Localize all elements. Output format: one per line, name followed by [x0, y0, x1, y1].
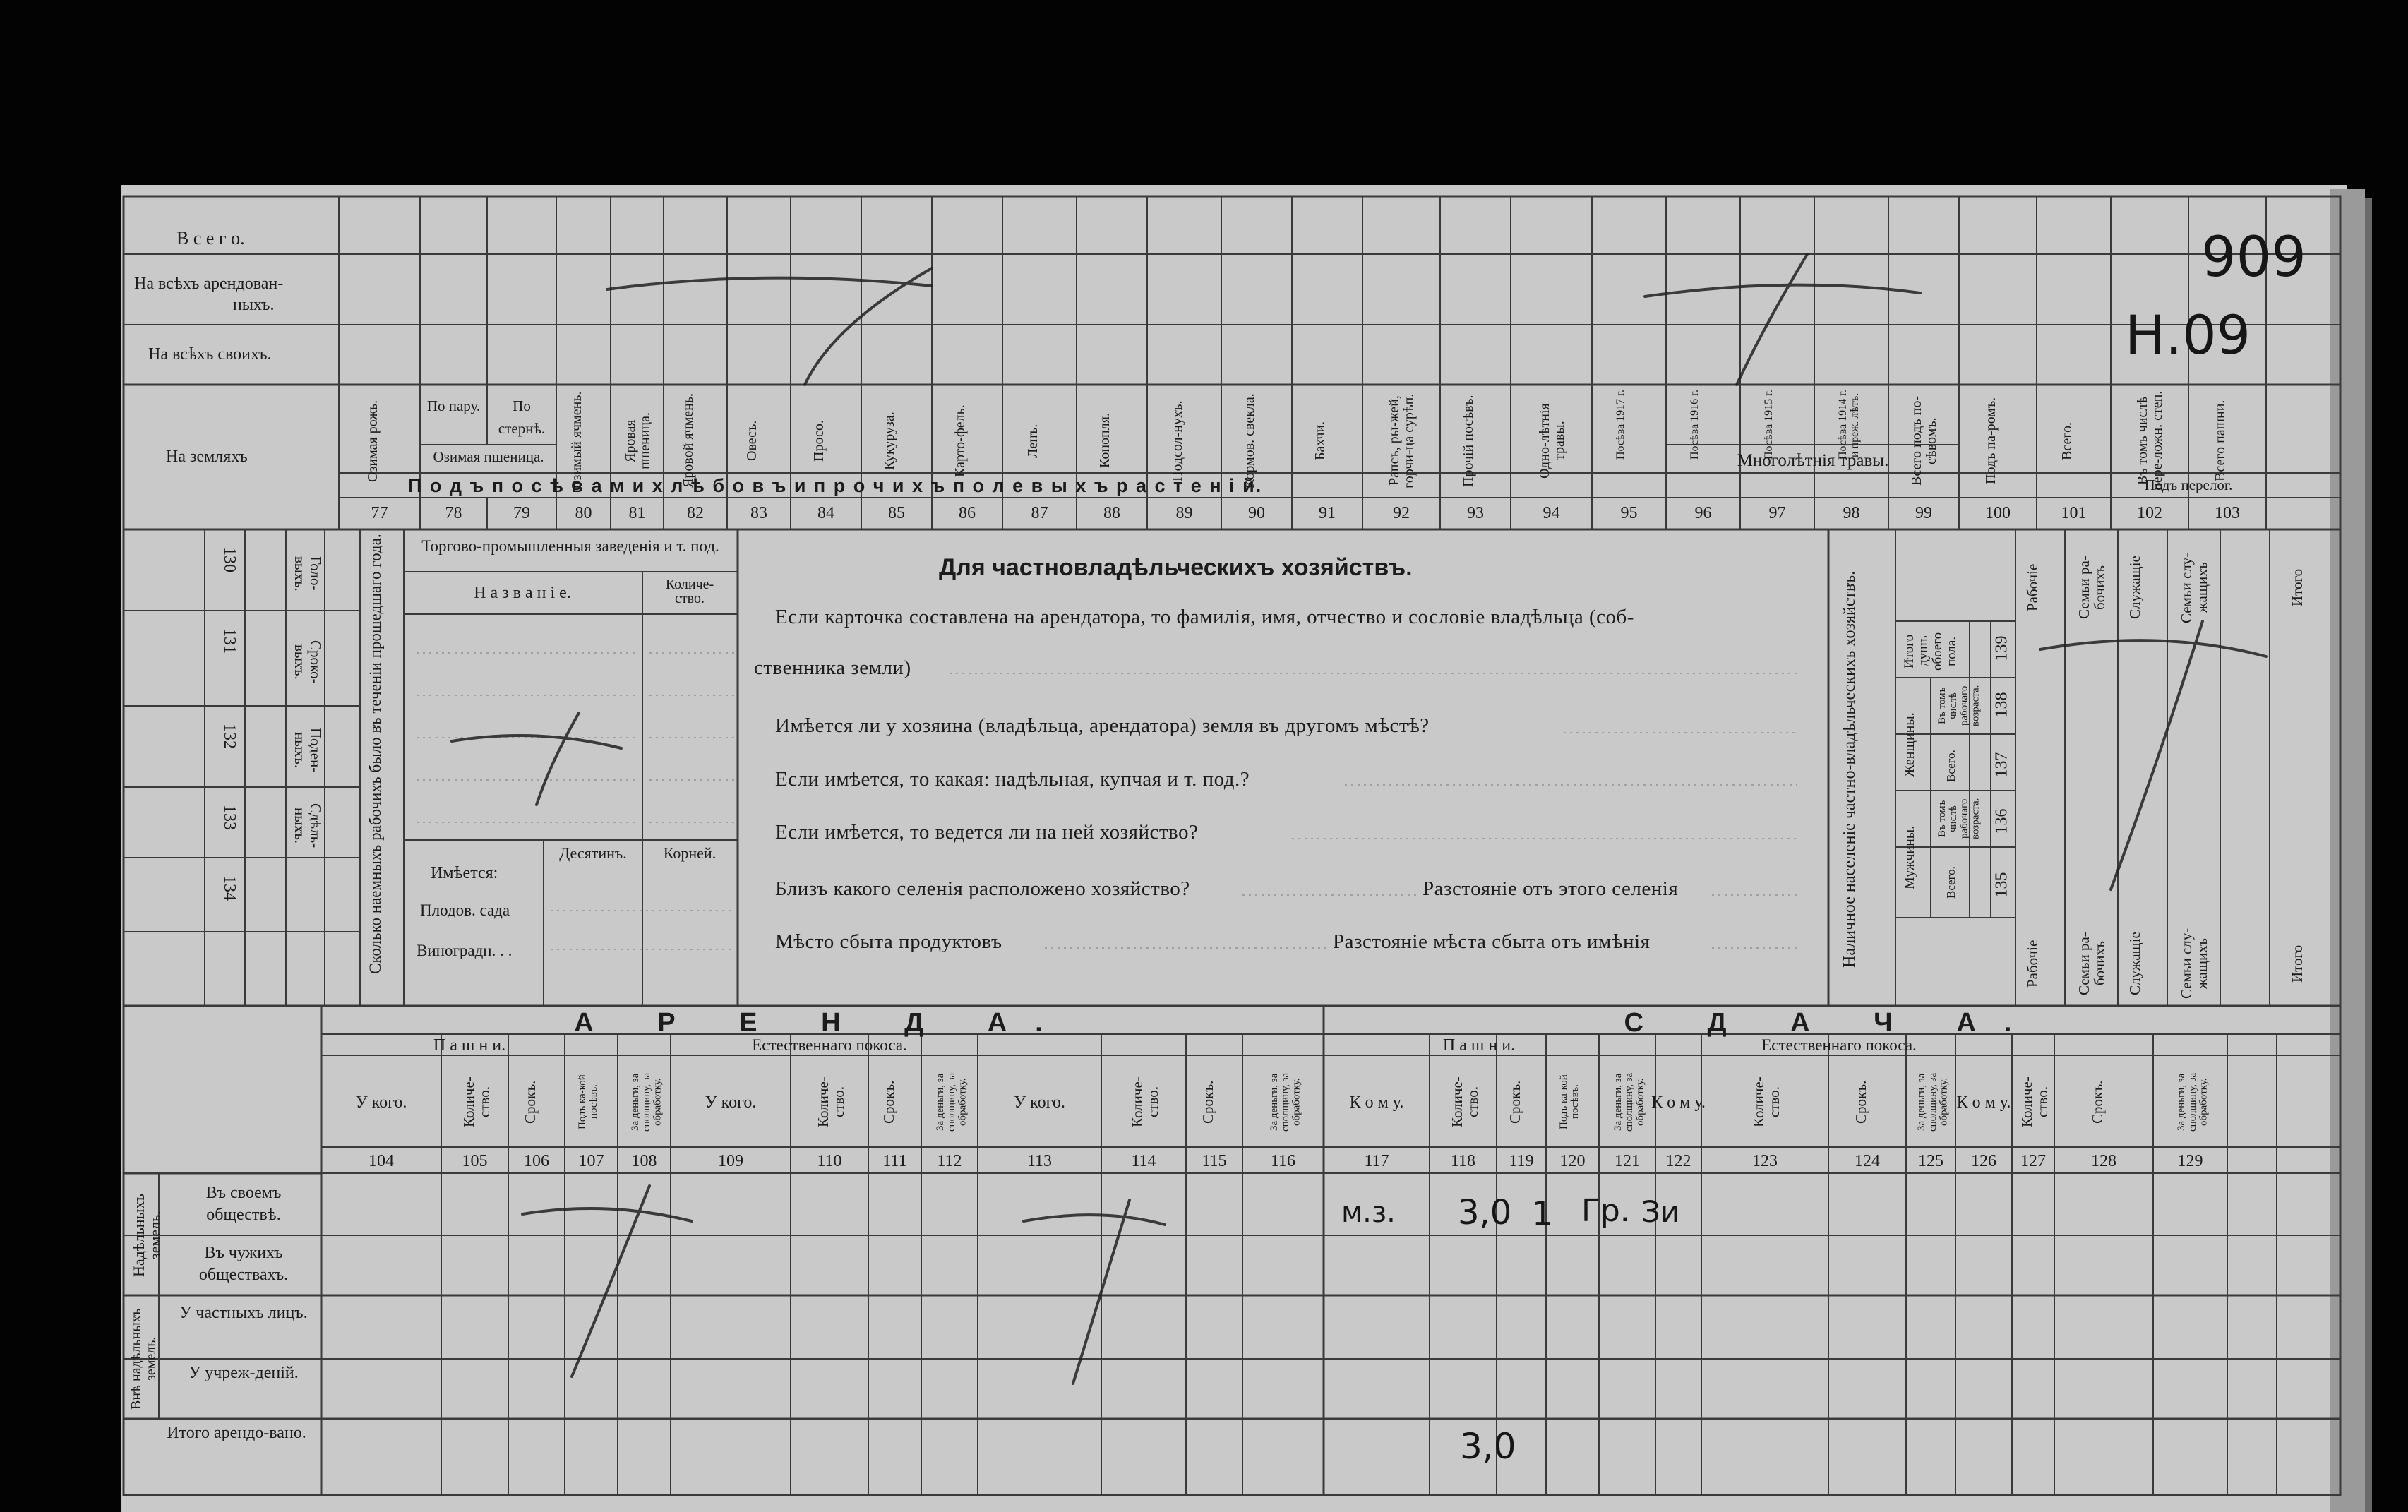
worker-col-label-rabochie: Рабочiе [2024, 940, 2041, 988]
crop-col-number: 78 [445, 504, 462, 522]
worker-col-label-semi_sluzh: Семьи слу-жащихъ [2177, 552, 2210, 623]
row-uchrezhdeniy: У учреж-денiй. [188, 1364, 299, 1382]
arenda-col-header: За деньги, за сполщину, за обработку. [1268, 1072, 1302, 1132]
zhen-vsego: Всего. [1944, 750, 1958, 782]
sdacha-col-header: Количе-ство. [1750, 1076, 1783, 1127]
hw-za-dengi: Зи [1641, 1194, 1680, 1229]
garden-desyatin-col: Десятинъ. [559, 844, 627, 862]
crop-col-label: Посѣва 1916 г. [1688, 390, 1701, 460]
private-estates-title: Для частновладѣльческихъ хозяйствъ. [939, 554, 1413, 581]
left-col-number: 134 [220, 875, 239, 901]
question-other-land: Имѣется ли у хозяина (владѣльца, арендатора) земля въ другомъ мѣстѣ? [775, 714, 1430, 737]
sdacha-col-header: За деньги, за сполщину, за обработку. [1916, 1072, 1950, 1132]
arenda-col-header: У кого. [355, 1093, 407, 1112]
crop-col-number: 82 [687, 504, 704, 522]
sdacha-col-header: Срокъ. [1852, 1080, 1869, 1124]
crop-col-number: 101 [2061, 504, 2087, 522]
sdacha-title: С Д А Ч А. [1624, 1008, 2040, 1038]
sdacha-pashni-label: П а ш н и. [1442, 1036, 1516, 1055]
crop-col-label: Посѣва 1914 г. и преж. лѣтъ. [1836, 390, 1861, 460]
question-owner-name-cont: ственника земли) [754, 656, 911, 679]
sdacha-col-header: Количе-ство. [2018, 1076, 2051, 1127]
pod-perelog-label: Подъ перелог. [2144, 476, 2233, 493]
crop-col-label: Всего пашни. [2212, 400, 2228, 482]
crop-col-number: 93 [1467, 504, 1484, 522]
crop-col-number: 91 [1319, 504, 1336, 522]
crop-col-number: 84 [817, 504, 834, 522]
crop-col-label: Кормов. свекла. [1242, 393, 1257, 488]
left-col-number: 133 [220, 805, 239, 830]
arenda-col-header: Подъ ка-кой посѣвъ. [576, 1074, 599, 1129]
crop-col-label: Подъ па-ромъ. [1983, 397, 1999, 485]
hw-komu: м.з. [1341, 1196, 1396, 1229]
sdacha-col-header: За деньги, за сполщину, за обработку. [1612, 1072, 1646, 1132]
crop-col-number: 100 [1985, 504, 2011, 522]
garden-plodov-sad: Плодов. сада [420, 901, 510, 919]
trade-col-qty: Количе-ство. [665, 577, 714, 606]
card-code-handwritten: Н.09 [2125, 304, 2251, 366]
worker-col-label-sluzhashchie: Служащiе [2126, 556, 2143, 620]
arenda-col-header: Количе-ство. [460, 1076, 493, 1127]
sdacha-col-header: Срокъ. [1507, 1080, 1523, 1124]
arenda-col-number: 110 [817, 1152, 842, 1170]
garden-korney-col: Корней. [663, 844, 717, 862]
crop-col-label: Просо. [811, 420, 827, 462]
arenda-pokosa-label: Естественнаго покоса. [752, 1036, 907, 1054]
left-col-number: 131 [220, 628, 239, 654]
sdacha-col-number: 129 [2177, 1152, 2203, 1170]
crop-col-number: 97 [1768, 504, 1786, 522]
crop-col-label: По пару. [426, 397, 481, 414]
crop-col-label: По стернѣ. [498, 397, 546, 437]
worker-col-label-semi_rab: Семьи ра-бочихъ [2075, 932, 2108, 995]
sdacha-col-number: 126 [1971, 1152, 1996, 1170]
crop-col-label: Яровая пшеница. [622, 412, 653, 469]
sdacha-col-number: 127 [2020, 1152, 2046, 1170]
worker-col-label-sluzhashchie: Служащiе [2126, 932, 2143, 995]
crop-col-number: 88 [1103, 504, 1120, 522]
arenda-col-number: 111 [882, 1152, 907, 1170]
row-chuzhih-obshchestvah: Въ чужихъ обществахъ. [198, 1244, 289, 1285]
row-label-vsego: В с е г о. [176, 228, 245, 248]
crop-col-number: 102 [2137, 504, 2162, 522]
ozimaya-pshenitsa-label: Озимая пшеница. [433, 448, 544, 465]
question-farming-there: Если имѣется, то ведется ли на ней хозяйство? [775, 821, 1199, 844]
sdacha-col-number: 121 [1615, 1152, 1640, 1170]
worker-col-label-semi_rab: Семьи ра-бочихъ [2075, 556, 2108, 620]
arenda-col-header: Срокъ. [522, 1080, 539, 1124]
arenda-col-number: 114 [1131, 1152, 1156, 1170]
sdacha-col-number: 122 [1665, 1152, 1691, 1170]
arenda-col-number: 113 [1026, 1152, 1053, 1170]
crop-col-label: Подсол-нухъ. [1169, 400, 1185, 481]
arenda-col-number: 108 [631, 1152, 657, 1170]
worker-col-label-itogo: Итого [2289, 568, 2306, 607]
sdacha-col-number: 118 [1450, 1152, 1476, 1170]
sdacha-col-header: Срокъ. [2089, 1080, 2106, 1124]
arenda-col-number: 104 [369, 1152, 394, 1170]
crop-col-number: 95 [1620, 504, 1638, 522]
arenda-col-number: 116 [1270, 1152, 1296, 1170]
crop-col-number: 85 [888, 504, 905, 522]
sdacha-col-number: 125 [1918, 1152, 1943, 1170]
crop-col-number: 89 [1175, 504, 1193, 522]
crop-col-number: 98 [1843, 504, 1860, 522]
crop-col-label: Всего. [2059, 421, 2075, 460]
crop-col-number: 80 [575, 504, 592, 522]
arenda-col-header: У кого. [705, 1093, 757, 1112]
arenda-col-number: 107 [578, 1152, 604, 1170]
crop-col-label: Прочiй посѣвъ. [1461, 395, 1476, 487]
trade-col-name: Н а з в а н i е. [474, 584, 571, 602]
arenda-col-number: 105 [462, 1152, 488, 1170]
crop-col-number: 90 [1248, 504, 1265, 522]
col-num-135: 135 [1992, 872, 2011, 898]
arenda-col-number: 112 [937, 1152, 962, 1170]
col-num-138: 138 [1992, 692, 2011, 718]
row-svoem-obshchestve: Въ своемъ обществѣ. [205, 1184, 282, 1225]
crop-col-label: Всего подъ по-сѣвомъ. [1909, 395, 1939, 486]
crop-col-number: 87 [1031, 504, 1048, 522]
sown-band-title: П о д ъ п о с ѣ в а м и х л ѣ б о в ъ и п р о ч и х ъ п о л е в ы х ъ р а с т е н i й. [408, 475, 1263, 496]
muzh-vsego: Всего. [1944, 866, 1958, 899]
arenda-pashni-label: П а ш н и. [433, 1036, 506, 1055]
row-label-svoih: На всѣхъ своихъ. [148, 345, 272, 364]
row-itogo-arendovano: Итого арендо-вано. [167, 1424, 306, 1442]
muzhchiny-label: Мужчины. [1902, 825, 1917, 890]
sdacha-col-header: К о м у. [1651, 1093, 1706, 1112]
left-col-label: Сроко-выхъ. [291, 640, 324, 684]
left-col-label: Сдѣль-ныхъ. [291, 803, 324, 848]
arenda-col-number: 115 [1202, 1152, 1227, 1170]
crop-col-label: Посѣва 1917 г. [1614, 390, 1627, 460]
worker-col-label-itogo: Итого [2289, 944, 2306, 983]
nalichnoe-naselenie-label: Наличное населенiе частно-владѣльческихъ хозяйствъ. [1840, 570, 1859, 968]
arenda-col-number: 106 [524, 1152, 549, 1170]
sdacha-col-number: 120 [1559, 1152, 1586, 1170]
left-col-label: Голо-выхъ. [291, 556, 324, 592]
arenda-col-header: Срокъ. [880, 1080, 897, 1124]
row-label-na-zemlyah: На земляхъ [166, 448, 248, 466]
sdacha-col-number: 119 [1509, 1152, 1534, 1170]
arenda-col-header: Количе-ство. [1129, 1076, 1162, 1127]
question-village-distance: Разстоянiе отъ этого селенiя [1422, 877, 1679, 900]
sdacha-col-header: Количе-ство. [1448, 1076, 1481, 1127]
sdacha-col-header: Подъ ка-кой посѣвъ. [1557, 1074, 1581, 1129]
garden-vinogradnik: Виноградн. . . [417, 942, 513, 959]
crop-col-number: 79 [513, 504, 530, 522]
row-label-arendovannyh-2: ныхъ. [233, 296, 275, 314]
question-sales-distance: Разстоянiе мѣста сбыта отъ имѣнiя [1333, 930, 1651, 953]
itogo-dush-label: Итого душъ обоего пола. [1902, 632, 1959, 671]
arenda-col-number: 109 [718, 1152, 743, 1170]
crop-col-number: 94 [1543, 504, 1560, 522]
question-owner-name: Если карточка составлена на арендатора, то фамилiя, имя, отчество и сословiе владѣльца (соб- [775, 606, 1634, 628]
crop-col-label: Озимая рожь. [364, 400, 381, 482]
sdacha-col-header: За деньги, за сполщину, за обработку. [2175, 1072, 2209, 1132]
worker-col-label-rabochie: Рабочiе [2024, 563, 2041, 612]
crop-col-label: Посѣва 1915 г. [1762, 390, 1775, 460]
sdacha-col-number: 123 [1752, 1152, 1778, 1170]
hw-pod-posev: Гр. [1581, 1193, 1630, 1229]
row-label-arendovannyh: На всѣхъ арендован- [134, 275, 284, 293]
left-col-label: Поден-ныхъ. [291, 727, 324, 773]
crop-col-number: 103 [2215, 504, 2240, 522]
sdacha-pokosa-label: Естественнаго покоса. [1761, 1036, 1917, 1054]
arenda-col-header: Срокъ. [1199, 1080, 1216, 1124]
page-number-handwritten: 909 [2201, 226, 2306, 289]
arenda-title: А Р Е Н Д А. [574, 1008, 1071, 1038]
crop-col-label: Бахчи. [1312, 421, 1328, 461]
vne-nadelnye-zemli-label: Внѣ надѣльныхъ земель. [128, 1308, 159, 1410]
crop-col-label: Въ томъ числѣ пере-ложн. степ. [2135, 390, 2165, 491]
muzh-v-tom-chisle: Въ томъ числѣ рабочаго возраста. [1936, 798, 1982, 840]
crop-col-label: Рапсъ, ры-жей, горчи-ца сурѣп. [1386, 393, 1417, 488]
crop-col-label: Конопля. [1097, 413, 1113, 469]
crop-col-number: 96 [1694, 504, 1712, 522]
col-num-137: 137 [1992, 752, 2011, 778]
crop-col-label: Одно-лѣтнiя травы. [1536, 403, 1567, 479]
crop-col-label: Кукуруза. [882, 412, 897, 470]
sdacha-col-header: К о м у. [1956, 1093, 2011, 1112]
hw-srok: 1 [1532, 1194, 1553, 1232]
crop-col-number: 81 [628, 504, 646, 522]
mnogoletnie-travy-label: Многолѣтнiя травы. [1737, 451, 1889, 470]
left-col-number: 132 [220, 724, 239, 749]
crop-col-number: 83 [750, 504, 767, 522]
hw-kolichestvo: 3,0 [1458, 1193, 1512, 1232]
col-num-136: 136 [1992, 808, 2011, 834]
crop-col-label: Карто-фель. [952, 404, 968, 477]
garden-imeetsya: Имѣется: [431, 864, 498, 882]
left-col-number: 130 [220, 547, 239, 572]
trade-title: Торгово-промышленныя заведенiя и т. под. [421, 537, 719, 555]
sdacha-col-header: К о м у. [1349, 1093, 1404, 1112]
crop-col-number: 86 [959, 504, 976, 522]
crop-col-label: Ленъ. [1024, 424, 1041, 458]
nadelnye-zemli-label: Надѣльныхъ земель. [130, 1194, 164, 1277]
worker-col-label-semi_sluzh: Семьи слу-жащихъ [2177, 928, 2210, 1000]
sdacha-col-number: 124 [1855, 1152, 1880, 1170]
crop-col-number: 99 [1915, 504, 1932, 522]
arenda-col-header: За деньги, за сполщину, за обработку. [935, 1072, 969, 1132]
crop-col-number: 77 [371, 504, 388, 522]
question-nearest-village: Близъ какого селенiя расположено хозяйство? [775, 877, 1190, 900]
sdacha-col-number: 128 [2091, 1152, 2116, 1170]
naemnye-rabochie-label: Сколько наемныхъ рабочихъ было въ теченiи прошедшаго года. [366, 534, 384, 974]
col-num-139: 139 [1992, 635, 2011, 661]
zhen-v-tom-chisle: Въ томъ числѣ рабочаго возраста. [1936, 685, 1982, 727]
question-land-kind: Если имѣется, то какая: надѣльная, купчая и т. под.? [775, 768, 1250, 791]
crop-col-label: Яровой ячмень. [681, 393, 696, 488]
question-sales-place: Мѣсто сбыта продуктовъ [775, 930, 1002, 953]
row-chastnyh-lits: У частныхъ лицъ. [179, 1304, 308, 1322]
hw-itogo: 3,0 [1460, 1426, 1516, 1467]
arenda-col-header: У кого. [1014, 1093, 1065, 1112]
sdacha-col-number: 117 [1364, 1152, 1389, 1170]
crop-col-label: Овесъ. [744, 420, 760, 462]
crop-col-label: Озимый ячмень. [568, 391, 585, 491]
arenda-col-header: За деньги, за сполщину, за обработку. [629, 1072, 663, 1132]
arenda-col-header: Количе-ство. [815, 1076, 848, 1127]
zhenshchiny-label: Женщины. [1902, 712, 1917, 777]
crop-col-number: 92 [1393, 504, 1410, 522]
